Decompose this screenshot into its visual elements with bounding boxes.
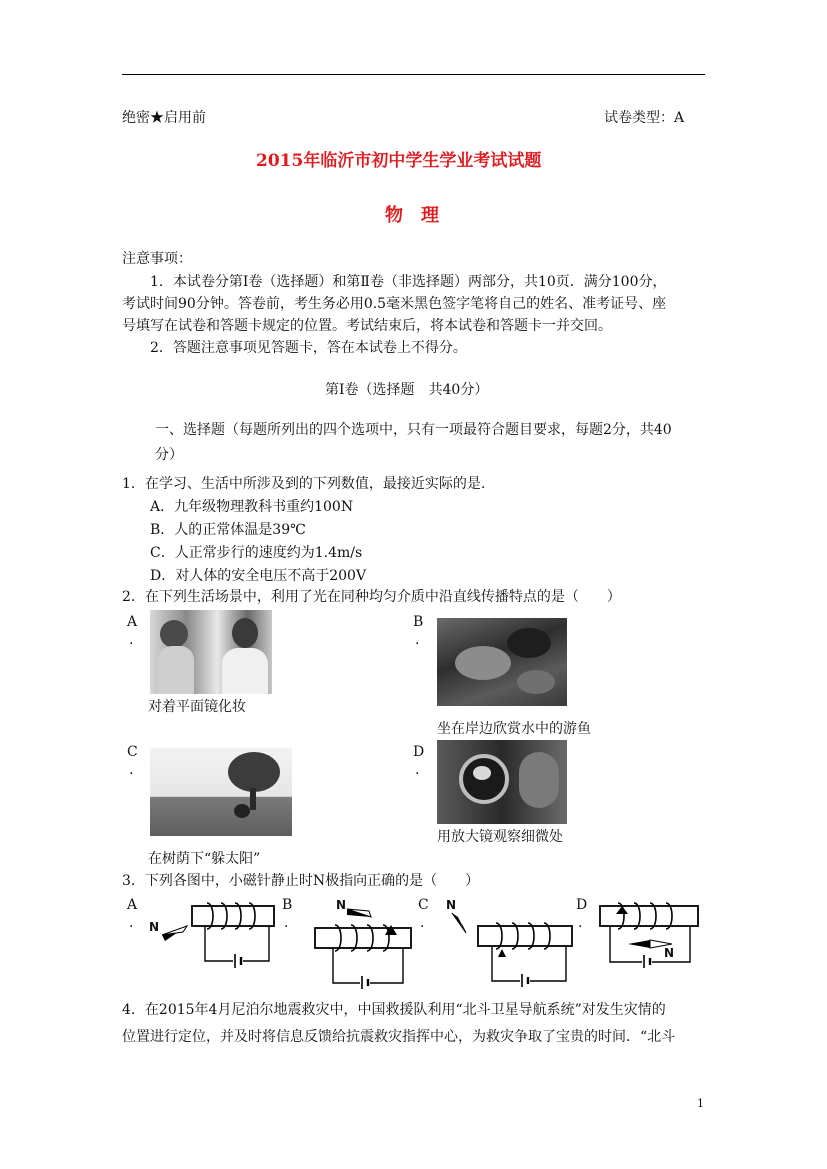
- q3-diagram-a: [145, 895, 280, 970]
- q2-dot-c: .: [129, 762, 134, 778]
- q3-diagram-b: [305, 895, 415, 990]
- q2-caption-c: 在树荫下“躲太阳”: [148, 851, 261, 867]
- notice-heading: 注意事项：: [122, 251, 192, 267]
- subject-title: 物 理: [385, 205, 439, 226]
- notice-item1-line1: 1．本试卷分第Ⅰ卷（选择题）和第Ⅱ卷（非选择题）两部分，共10页．满分100分，: [150, 274, 667, 290]
- q2-caption-a: 对着平面镜化妆: [148, 699, 246, 715]
- q2-photo-mirror: [150, 610, 272, 694]
- q2-photo-magnifier: [437, 740, 567, 824]
- exam-title: 2015年临沂市初中学生学业考试试题: [256, 151, 542, 171]
- q3-diagram-c: [440, 895, 583, 990]
- q2-letter-c: C: [127, 744, 138, 760]
- q2-letter-b: B: [413, 614, 424, 630]
- q2-photo-tree: [150, 748, 292, 836]
- q3-diagram-d: [598, 900, 708, 975]
- q2-letter-a: A: [127, 614, 138, 630]
- q1-option-d: D．对人体的安全电压不高于200V: [150, 568, 367, 584]
- q2-stem: 2．在下列生活场景中，利用了光在同种均匀介质中沿直线传播特点的是（ ）: [122, 589, 621, 605]
- q1-stem: 1．在学习、生活中所涉及到的下列数值，最接近实际的是.: [122, 476, 486, 492]
- q1-option-a: A．九年级物理教科书重约100N: [150, 499, 354, 515]
- header-rule: [122, 74, 705, 75]
- q3-dot-a: .: [129, 915, 134, 931]
- part1-instruction-line2: 分）: [155, 447, 183, 463]
- q2-dot-a: .: [129, 632, 134, 648]
- q2-caption-b: 坐在岸边欣赏水中的游鱼: [437, 721, 591, 737]
- q2-caption-d: 用放大镜观察细微处: [437, 829, 563, 845]
- q3-b-n-label: N: [336, 898, 347, 912]
- page-number: 1: [697, 1097, 704, 1110]
- q3-dot-b: .: [284, 915, 289, 931]
- notice-item2: 2．答题注意事项见答题卡，答在本试卷上不得分。: [150, 340, 467, 356]
- q3-d-n-label: N: [664, 946, 675, 960]
- notice-item1-line3: 号填写在试卷和答题卡规定的位置。考试结束后，将本试卷和答题卡一并交回。: [122, 318, 612, 334]
- q3-letter-b: B: [282, 897, 293, 913]
- secrecy-label: 绝密★启用前: [122, 110, 206, 126]
- q3-dot-c: .: [420, 915, 425, 931]
- section-title: 第Ⅰ卷（选择题 共40分）: [325, 382, 489, 398]
- q3-dot-d: .: [578, 915, 583, 931]
- q3-letter-c: C: [418, 897, 429, 913]
- q1-option-b: B．人的正常体温是39℃: [150, 522, 306, 538]
- q4-line2: 位置进行定位，并及时将信息反馈给抗震救灾指挥中心，为救灾争取了宝贵的时间．“北斗: [122, 1029, 676, 1045]
- q2-letter-d: D: [413, 744, 425, 760]
- paper-type-label: 试卷类型：A: [604, 110, 685, 126]
- q1-option-c: C．人正常步行的速度约为1.4m/s: [150, 545, 363, 561]
- q4-line1: 4．在2015年4月尼泊尔地震救灾中，中国救援队利用“北斗卫星导航系统”对发生灾情的: [122, 1002, 666, 1018]
- q2-dot-d: .: [415, 762, 420, 778]
- q3-letter-d: D: [576, 897, 588, 913]
- q3-stem: 3．下列各图中，小磁针静止时N极指向正确的是（ ）: [122, 873, 480, 889]
- part1-instruction-line1: 一、选择题（每题所列出的四个选项中，只有一项最符合题目要求，每题2分，共40: [155, 422, 672, 438]
- notice-item1-line2: 考试时间90分钟。答卷前，考生务必用0.5毫米黑色签字笔将自己的姓名、准考证号、座: [122, 296, 667, 312]
- q3-a-n-label: N: [149, 920, 160, 934]
- q3-c-n-label: N: [446, 898, 457, 912]
- q2-dot-b: .: [415, 632, 420, 648]
- q2-photo-fish: [437, 618, 567, 706]
- q3-letter-a: A: [127, 897, 138, 913]
